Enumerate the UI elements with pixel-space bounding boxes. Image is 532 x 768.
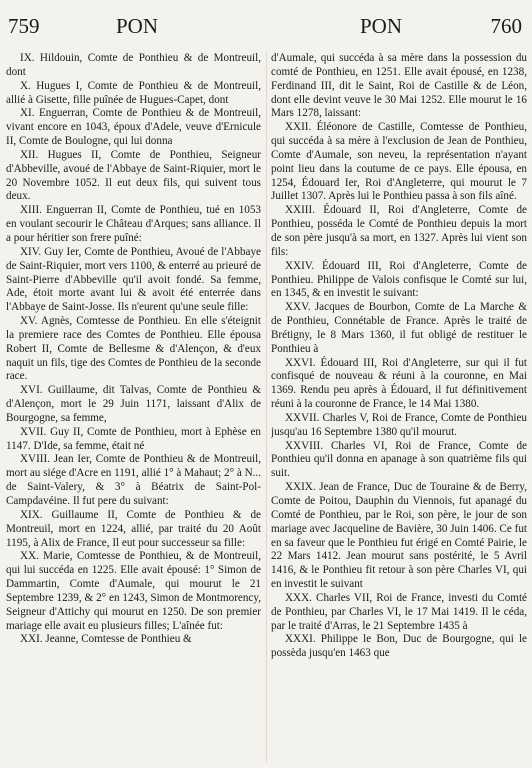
entry-xxx: XXX. Charles VII, Roi de France, investi du Comté de Ponthieu, par Charles VI, le 17 Mai 1419. Il le céda, par le traité d'Arras, le 21 Septembre 1435 à	[271, 591, 527, 632]
left-page-number: 759	[8, 14, 40, 38]
left-running-title: PON	[116, 14, 159, 38]
left-text-column	[6, 52, 261, 764]
entry-xxi-continued: d'Aumale, qui succéda à sa mère dans la possession du comté de Ponthieu, en 1251. Elle avait épousé, en 1238, Ferdinand III, dit le Saint, Roi de Castille & de Léon, dont elle devint veuve le 30 Mai 1252. Elle mourut le 16 Mars 1278, laissant:	[271, 52, 527, 120]
entry-x: X. Hugues I, Comte de Ponthieu & de Montreuil, allié à Gisette, fille puînée de Hugues-Capet, dont	[6, 79, 261, 106]
entry-xiii: XIII. Enguerran II, Comte de Ponthieu, tué en 1053 en voulant secourir le Château d'Arques; sans alliance. Il a pour héritier son frere puîné:	[6, 204, 261, 244]
entry-xv: XV. Agnès, Comtesse de Ponthieu. En elle s'éteignit la premiere race des Comtes de Ponthieu. Elle épousa Robert II, Comte de Bellesme & d'Alençon, & d'eux naquit un fils, tige des Comtes de Ponthieu de la seconde race.	[6, 315, 261, 383]
entry-xiv: XIV. Guy Ier, Comte de Ponthieu, Avoué de l'Abbaye de Saint-Riquier, mort vers 1100, & enterré au prieuré de Saint-Pierre d'Abbeville qu'il avoit fondé. Sa femme, Ade, étoit morte avant lui & avoit été enterrée dans l'Abbaye de Saint-Josse. Ils n'eurent qu'une seule fille:	[6, 245, 261, 314]
entry-xvii: XVII. Guy II, Comte de Ponthieu, mort à Ephèse en 1147. D'Ide, sa femme, était né	[6, 425, 261, 452]
entry-xxvii: XXVII. Charles V, Roi de France, Comte de Ponthieu jusqu'au 16 Septembre 1380 qu'il mourut.	[271, 411, 527, 438]
entry-xxv: XXV. Jacques de Bourbon, Comte de La Marche & de Ponthieu, Connétable de France. Après le traité de Brétigny, le 8 Mars 1360, il fut obligé de restituer le Ponthieu à	[271, 301, 527, 355]
entry-xi: XI. Enguerran, Comte de Ponthieu & de Montreuil, vivant encore en 1043, époux d'Adele, veuve d'Ernicule II, Comte de Boulogne, qui lui donna	[6, 107, 261, 148]
entry-xxix: XXIX. Jean de France, Duc de Touraine & de Berry, Comte de Poitou, Dauphin du Viennois, fut apanagé du Comté de Ponthieu, par le Roi, son père, le jour de son mariage avec Jacqueline de Bavière, 30 Juin 1406. Ce fut en sa faveur que le Ponthieu fut érigé en Comté Pairie, le 22 Mars 1412. Jean mourut sans postérité, le 5 Avril 1416, & le Ponthieu fit retour à son père Charles VI, qui en investit le suivant	[271, 481, 527, 591]
entry-xxvi: XXVI. Édouard III, Roi d'Angleterre, sur qui il fut confisqué de nouveau & réuni à la couronne, en Mai 1369. Rendu peu après à Édouard, il fut définitivement réuni à la couronne de France, le 14 Mai 1380.	[271, 356, 527, 411]
right-page-number: 760	[490, 14, 522, 38]
entry-xx: XX. Marie, Comtesse de Ponthieu, & de Montreuil, qui lui succéda en 1225. Elle avait épousé: 1° Simon de Dammartin, Comte d'Aumale, qui mourut le 21 Septembre 1239, & 2° en 1243, Simon de Montmorency, Seigneur d'Attichy qui mourut en 1250. De son premier mariage elle avait eu plusieurs filles; L'aînée fut:	[6, 550, 261, 632]
entry-xxxi: XXXI. Philippe le Bon, Duc de Bourgogne, qui le possèda jusqu'en 1463 que	[271, 633, 527, 660]
entry-xxiii: XXIII. Édouard II, Roi d'Angleterre, Comte de Ponthieu, posséda le Comté de Ponthieu depuis la mort de son père jusqu'à sa mort, en 1327. Après lui vient son fils:	[271, 204, 527, 258]
entry-xii: XII. Hugues II, Comte de Ponthieu, Seigneur d'Abbeville, avoué de l'Abbaye de Saint-Riquier, mort le 20 Novembre 1052. Il eut deux fils, qui suivent tous deux.	[6, 148, 261, 203]
running-header	[0, 8, 532, 44]
column-gutter	[266, 52, 267, 762]
entry-xxiv: XXIV. Édouard III, Roi d'Angleterre, Comte de Ponthieu. Philippe de Valois confisque le Comté sur lui, en 1345, & en investit le suivant:	[271, 259, 527, 300]
entry-xviii: XVIII. Jean Ier, Comte de Ponthieu & de Montreuil, mort au siége d'Acre en 1191, allié 1° à Mahaut; 2° à N... de Saint-Valery, & 3° à Béatrix de Saint-Pol-Campdavéine. Il fut pere du suivant:	[6, 453, 261, 507]
entry-xxi: XXI. Jeanne, Comtesse de Ponthieu &	[20, 633, 192, 646]
entry-ix: IX. Hildouin, Comte de Ponthieu & de Montreuil, dont	[6, 52, 261, 78]
entry-xxviii: XXVIII. Charles VI, Roi de France, Comte de Ponthieu qu'il donna en apanage à son quatrième fils qui suit.	[271, 439, 527, 480]
right-text-column	[271, 52, 527, 764]
entry-xix: XIX. Guillaume II, Comte de Ponthieu & de Montreuil, mort en 1224, allié, par traité du 20 Août 1195, à Alix de France, Il eut pour successeur sa fille:	[6, 508, 261, 549]
right-running-title: PON	[360, 14, 403, 38]
entry-xxii: XXII. Éléonore de Castille, Comtesse de Ponthieu, qui succéda à sa mère à l'exclusion de Jean de Ponthieu, Comte d'Aumale, son neveu, la représentation n'ayant point lieu dans la coutume de ce pays. Elle épousa, en 1254, Édouard Ier, Roi d'Angleterre, qui mourut le 7 Juillet 1307. Après lui le Ponthieu passa à son fils aîné.	[271, 121, 527, 203]
entry-xvi: XVI. Guillaume, dit Talvas, Comte de Ponthieu & d'Alençon, mort le 29 Juin 1171, laissant d'Alix de Bourgogne, sa femme,	[6, 384, 261, 424]
